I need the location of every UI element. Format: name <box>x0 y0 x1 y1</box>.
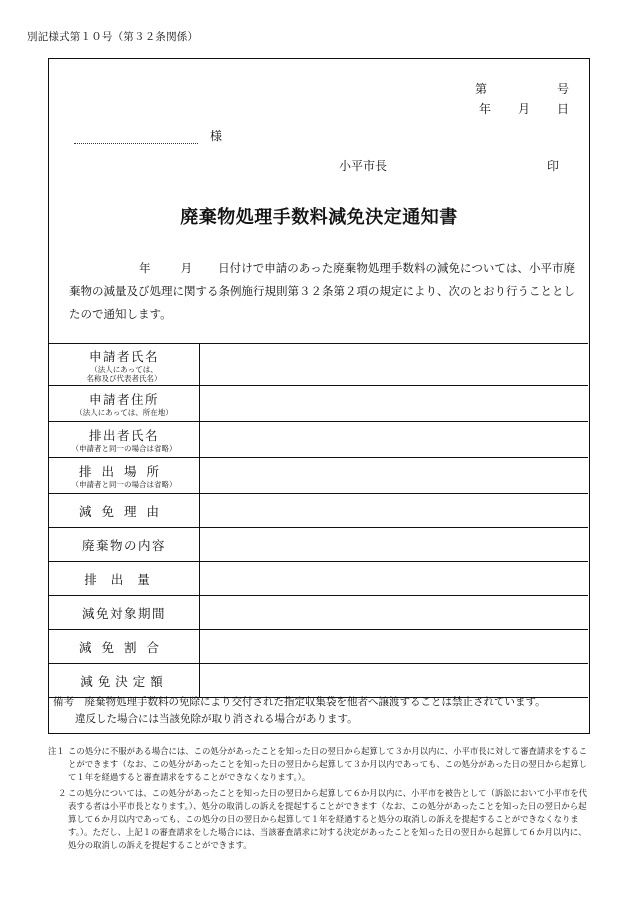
table-row-reduction-period <box>49 596 588 630</box>
row-label-main: 排出量 <box>84 571 164 587</box>
table-row-reduction-reason <box>49 494 588 528</box>
row-value-field[interactable] <box>200 596 588 629</box>
row-value-field[interactable] <box>200 422 588 457</box>
row-value-field[interactable] <box>200 458 588 493</box>
row-label-main: 減免決定額 <box>80 673 168 689</box>
addressee-line <box>74 127 222 144</box>
row-label-main: 申請者住所 <box>88 392 159 407</box>
row-label-main: 減免理由 <box>78 503 169 519</box>
body-month: 月 <box>180 261 193 275</box>
row-label <box>49 562 200 595</box>
row-value-field[interactable] <box>200 528 588 561</box>
issuer-seal: 印 <box>546 159 559 173</box>
number-prefix: 第 <box>475 82 488 96</box>
date-row <box>475 99 569 119</box>
row-value-field[interactable] <box>200 630 588 663</box>
notice-body <box>69 257 575 326</box>
details-table <box>49 343 588 698</box>
row-label-main: 減免割合 <box>78 639 169 655</box>
row-label <box>49 386 200 421</box>
row-value-field[interactable] <box>200 386 588 421</box>
row-label <box>49 422 200 457</box>
table-row-applicant-name <box>49 344 588 386</box>
footnote-item <box>48 745 588 784</box>
row-label-main: 廃棄物の内容 <box>81 537 166 553</box>
row-label-main: 排出者氏名 <box>88 428 159 443</box>
row-label <box>49 630 200 663</box>
table-row-reduction-amount <box>49 664 588 698</box>
form-reference: 別記様式第１０号（第３２条関係） <box>27 31 199 43</box>
table-row-discharger-name <box>49 422 588 458</box>
row-value-field[interactable] <box>200 562 588 595</box>
row-label-note: （申請者と同一の場合は省略） <box>71 444 177 453</box>
row-label-main: 排出場所 <box>78 464 169 479</box>
row-label <box>49 596 200 629</box>
body-text: 日付けで申請のあった廃棄物処理手数料の減免については、小平市廃棄物の減量及び処理に関する条例施行規則第３２条第２項の規定により、次のとおり行うこととしたので通知します。 <box>69 261 576 321</box>
row-label-note: 名称及び代表者氏名） <box>86 373 162 383</box>
row-label-main: 減免対象期間 <box>81 605 166 621</box>
footnote-mark: 注１ <box>48 746 65 756</box>
remarks-line: 違反した場合には当該免除が取り消される場合があります。 <box>75 713 358 725</box>
table-row-waste-content <box>49 528 588 562</box>
footnotes <box>48 745 588 852</box>
issuer-name: 小平市長 <box>339 159 388 173</box>
table-row-discharge-amount <box>49 562 588 596</box>
row-label-note: （法人にあっては、 <box>90 364 158 374</box>
row-value-field[interactable] <box>200 664 588 697</box>
document-number-block <box>475 79 569 119</box>
footnote-mark: ２ <box>58 788 67 798</box>
addressee-honorific: 様 <box>210 129 223 143</box>
footnote-item <box>48 787 588 852</box>
row-value-field[interactable] <box>200 344 588 385</box>
footnote-text: この処分に不服がある場合には、この処分があったことを知った日の翌日から起算して３か月以内に、小平市長に対して審査請求をすることができます（なお、この処分があったことを知った日の翌日から起算して３か月以内であっても、この処分があった日の翌日から起算して１年を経過すると審査請求をすることができなくなります。）。 <box>68 746 588 782</box>
number-suffix: 号 <box>556 82 569 96</box>
table-row-discharge-place <box>49 458 588 494</box>
row-label <box>49 494 200 527</box>
issuer-line <box>339 157 559 174</box>
number-row <box>475 79 569 99</box>
notice-frame <box>48 58 590 734</box>
footnote-text: この処分については、この処分があったことを知った日の翌日から起算して６か月以内に、小平市を被告として（訴訟において小平市を代表する者は小平市長となります。）、処分の取消しの訴えを提起することができます（なお、この処分があったことを知った日の翌日から起算して６か月以内であっても、この処分の日の翌日から起算して１年を経過すると処分の取消しの訴えを提起することができなくなります。）。ただし、上記１の審査請求をした場合には、当該審査請求に対する決定があったことを知った日の翌日から起算して６か月以内に、処分の取消しの訴えを提起することができます。 <box>68 788 587 850</box>
row-label <box>49 344 200 385</box>
document-title: 廃棄物処理手数料減免決定通知書 <box>180 207 458 228</box>
row-label-note: （法人にあっては、所在地） <box>75 408 173 417</box>
date-day: 日 <box>556 102 569 116</box>
addressee-blank <box>74 131 198 144</box>
date-year: 年 <box>479 102 492 116</box>
row-label <box>49 458 200 493</box>
remarks <box>49 694 592 728</box>
date-month: 月 <box>517 102 530 116</box>
body-year: 年 <box>139 261 151 275</box>
row-label-note: （申請者と同一の場合は省略） <box>71 480 177 489</box>
row-label-main: 申請者氏名 <box>88 348 159 364</box>
row-label <box>49 528 200 561</box>
table-row-applicant-address <box>49 386 588 422</box>
table-row-reduction-ratio <box>49 630 588 664</box>
remarks-line: 備考 廃棄物処理手数料の免除により交付された指定収集袋を他者へ譲渡することは禁止されています。 <box>53 696 546 708</box>
row-value-field[interactable] <box>200 494 588 527</box>
row-label <box>49 664 200 697</box>
